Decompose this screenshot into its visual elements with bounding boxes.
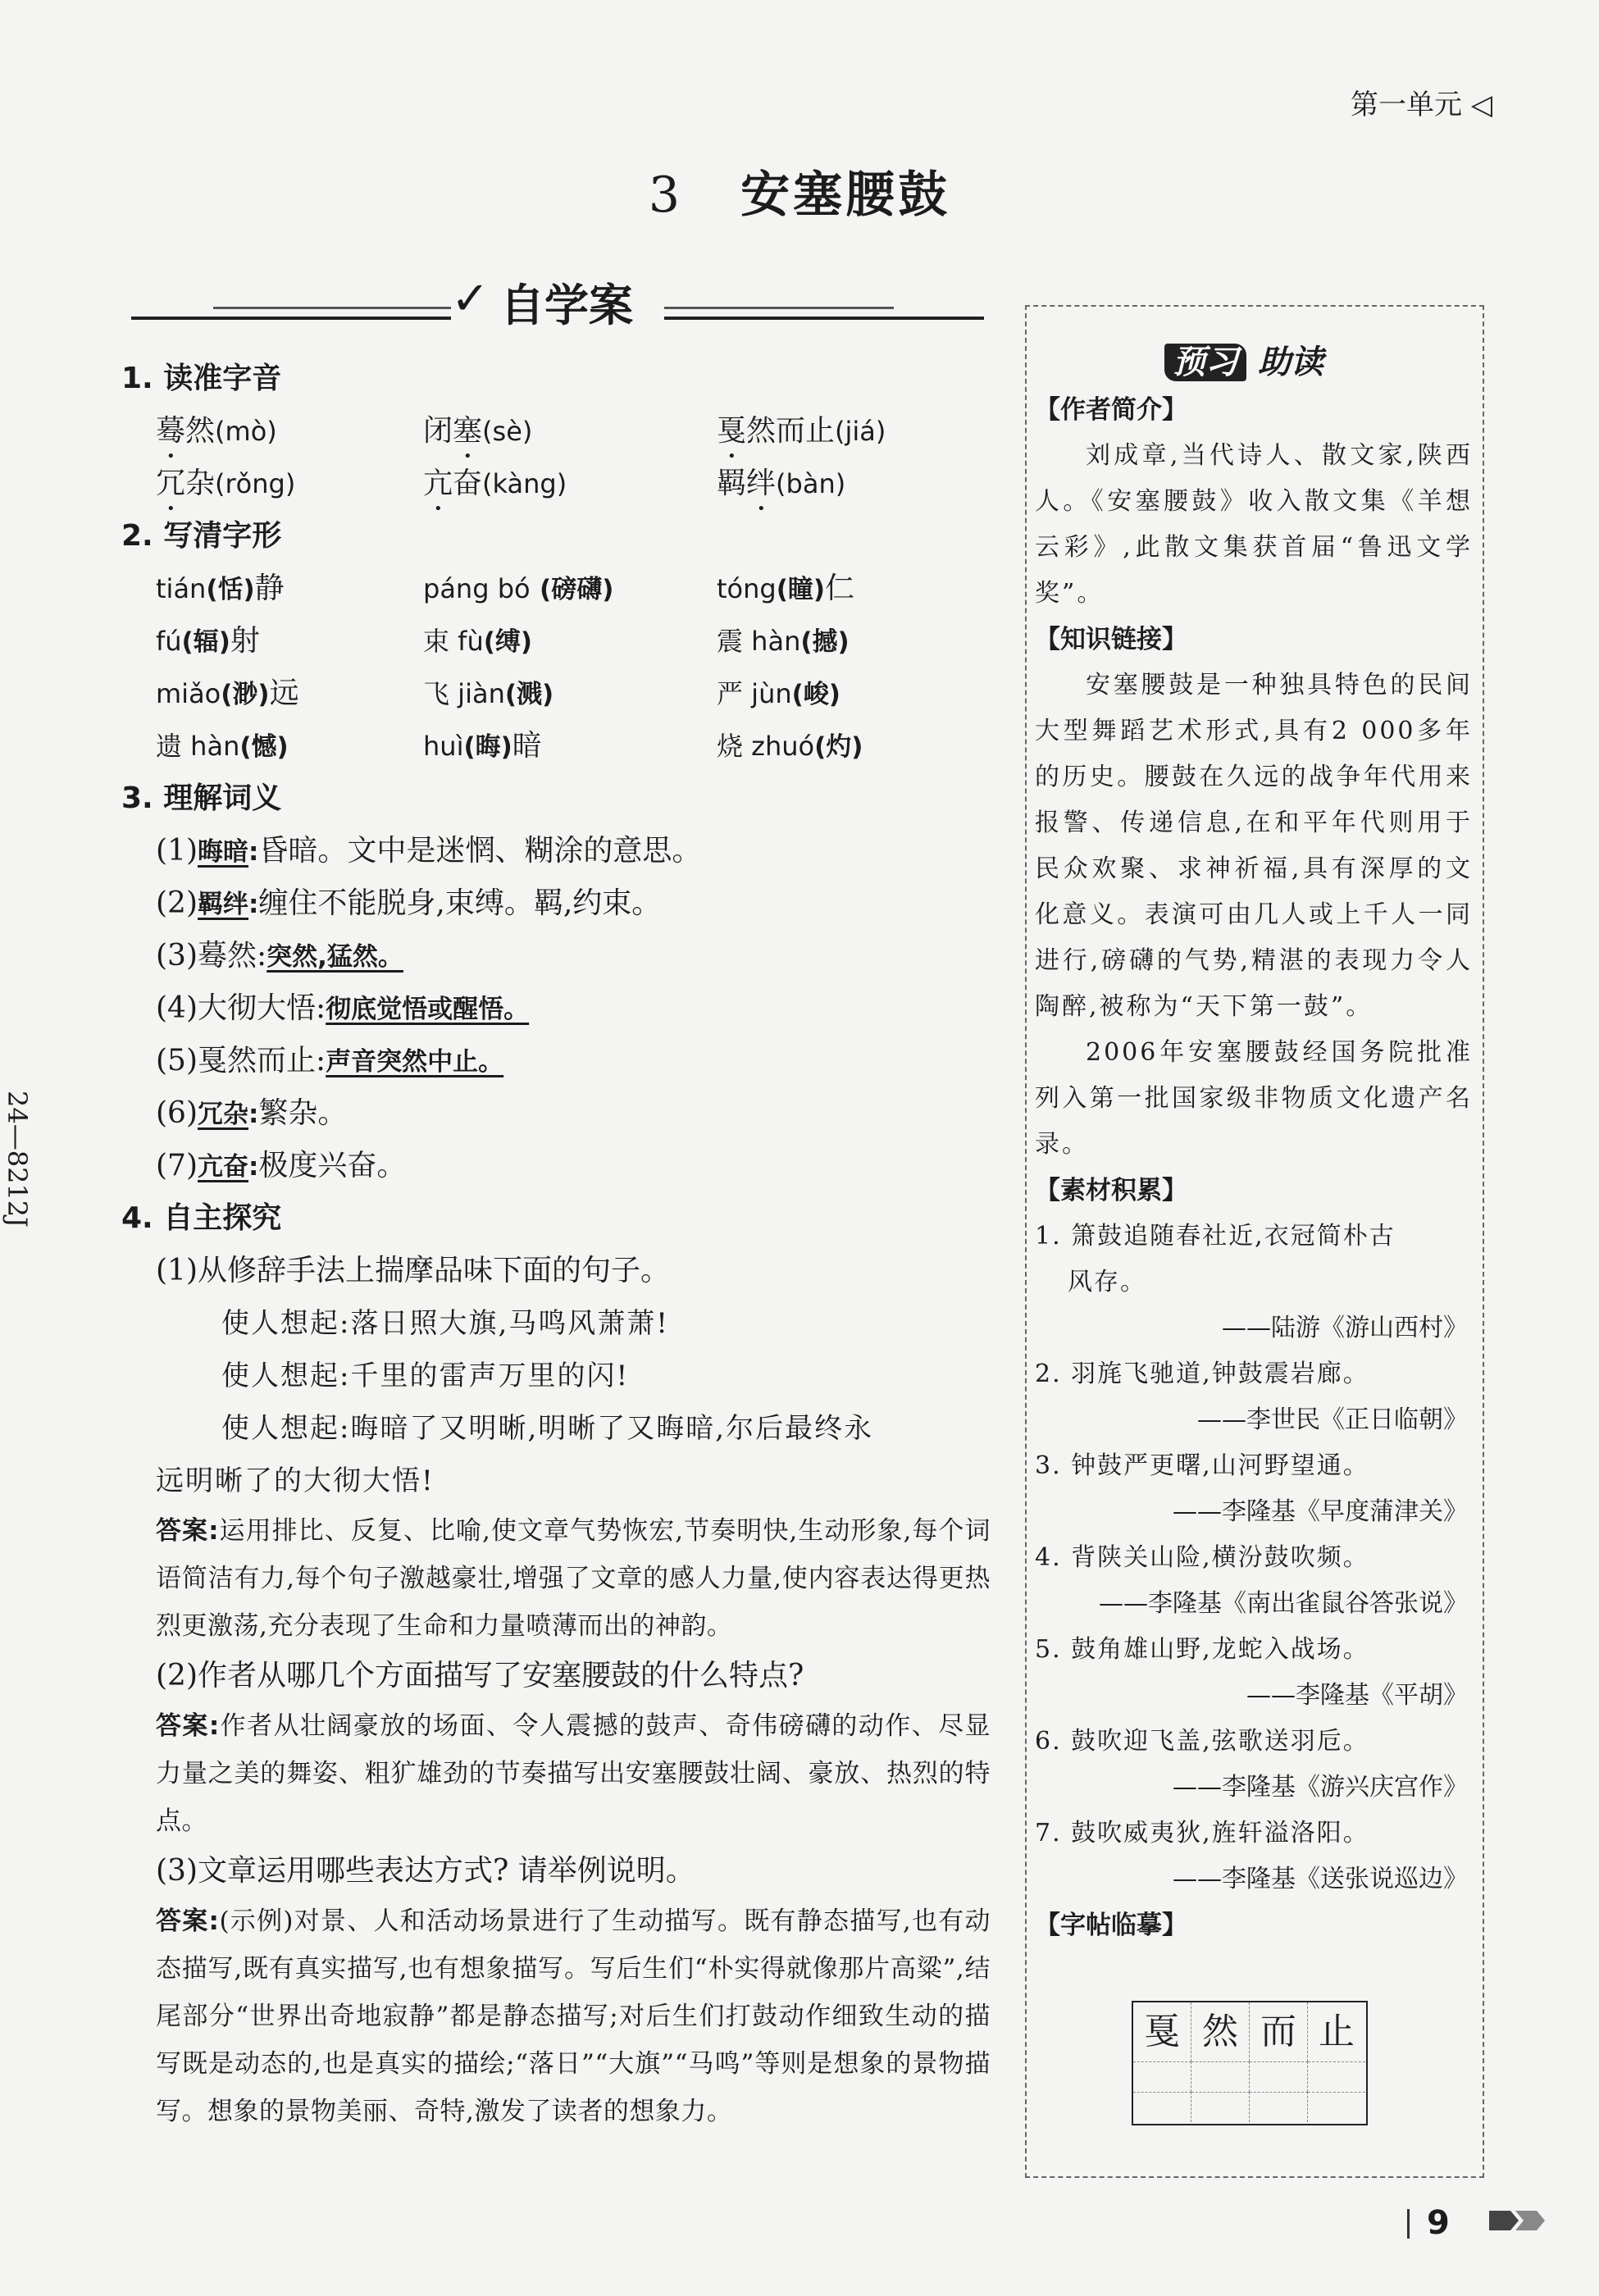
copybook-empty-cell <box>1191 2061 1250 2092</box>
pronunciation-item: 蓦然(mò) <box>156 414 277 448</box>
preview-tag: 预习 <box>1164 344 1246 381</box>
material-item: 5. 鼓角雄山野,龙蛇入战场。 ——李隆基《平胡》 <box>1035 1635 1468 1710</box>
material-item: 3. 钟鼓严更曙,山河野望通。 ——李隆基《早度蒲津关》 <box>1035 1451 1468 1526</box>
pronunciation-item: 冗杂(rǒng) <box>156 467 296 500</box>
section-heading-pronunciation: 1. 读准字音 <box>121 362 282 395</box>
author-text: 刘成章,当代诗人、散文家,陕西人。《安塞腰鼓》收入散文集《羊想云彩》,此散文集获首届“鲁迅文学奖”。 <box>1035 441 1473 608</box>
writing-item: 烧 zhuó(灼) <box>717 731 863 762</box>
pronunciation-item: 亢奋(kàng) <box>423 467 567 500</box>
lesson-title <box>0 156 1599 226</box>
writing-item: 震 hàn(撼) <box>717 626 850 657</box>
unit-label: 第一单元 ◁ <box>1351 89 1492 121</box>
self-study-column <box>121 353 991 2135</box>
pronunciation-item: 羁绊(bàn) <box>717 467 846 500</box>
copybook-char: 止 <box>1319 2011 1355 2052</box>
materials-heading: 【素材积累】 <box>1035 1176 1187 1205</box>
meaning-item: (5)戛然而止:声音突然中止。 <box>156 1044 504 1077</box>
lesson-title-text: 安塞腰鼓 <box>740 166 951 224</box>
answer-2: 答案:作者从壮阔豪放的场面、令人震撼的鼓声、奇伟磅礴的动作、尽显力量之美的舞姿、粗犷雄劲的节奏描写出安塞腰鼓壮阔、豪放、热烈的特点。 <box>156 1711 991 1836</box>
copybook-empty-cell <box>1191 2092 1250 2122</box>
check-icon: ✓ <box>451 272 490 326</box>
material-item: 6. 鼓吹迎飞盖,弦歌送羽卮。 ——李隆基《游兴庆宫作》 <box>1035 1727 1468 1802</box>
quote-line: 使人想起:落日照大旗,马鸣风萧萧! <box>221 1307 669 1340</box>
copybook-empty-cell <box>1250 2092 1308 2122</box>
meaning-list <box>121 825 991 1192</box>
quote-line: 使人想起:晦暗了又明晰,明晰了又晦暗,尔后最终永 <box>221 1412 874 1445</box>
section-heading-inquiry: 4. 自主探究 <box>121 1201 282 1235</box>
copybook-char: 戛 <box>1133 2002 1191 2061</box>
section-heading-meaning: 3. 理解词义 <box>121 781 282 815</box>
question-2: (2)作者从哪几个方面描写了安塞腰鼓的什么特点? <box>156 1659 804 1692</box>
copybook-empty-cell <box>1308 2061 1365 2092</box>
writing-item: miǎo(渺)远 <box>156 676 299 710</box>
meaning-item: (7)亢奋:极度兴奋。 <box>156 1149 407 1182</box>
writing-item: 严 jùn(峻) <box>717 678 840 709</box>
writing-item: tóng(瞳)仁 <box>717 572 855 605</box>
answer-3: 答案:(示例)对景、人和活动场景进行了生动描写。既有静态描写,也有动态描写,既有真实描写,也有想象描写。写后生们“朴实得就像那片高粱”,结尾部分“世界出奇地寂静”都是静态描写;对后生们打鼓动作细致生动的描写既是动态的,也是真实的描绘;“落日”“大旗”“马鸣”等则是想象的景物描写。想象的景物美丽、奇特,激发了读者的想象力。 <box>156 1906 991 2126</box>
question-3: (3)文章运用哪些表达方式? 请举例说明。 <box>156 1854 695 1888</box>
writing-item: 飞 jiàn(溅) <box>423 678 554 709</box>
copybook-empty-cell <box>1308 2092 1365 2122</box>
pronunciation-item: 闭塞(sè) <box>423 414 533 448</box>
writing-item: tián(恬)静 <box>156 572 285 605</box>
quote-line: 远明晰了的大彻大悟! <box>156 1465 435 1497</box>
meaning-item: (1)晦暗:昏暗。文中是迷惘、糊涂的意思。 <box>156 834 702 868</box>
knowledge-text-2: 2006年安塞腰鼓经国务院批准列入第一批国家级非物质文化遗产名录。 <box>1035 1038 1473 1159</box>
writing-item: fú(辐)射 <box>156 624 260 658</box>
writing-item: 遗 hàn(憾) <box>156 731 289 762</box>
section-heading-writing: 2. 写清字形 <box>121 519 282 553</box>
writing-item: huì(晦)暗 <box>423 729 542 763</box>
material-item: 1. 箫鼓追随春社近,衣冠简朴古 风存。 ——陆游《游山西村》 <box>1035 1222 1468 1342</box>
page-divider <box>1407 2209 1410 2239</box>
section-banner <box>131 271 984 331</box>
copybook-char: 而 <box>1250 2002 1308 2061</box>
preview-badge: 预习 助读 <box>1164 336 1323 383</box>
material-item: 4. 背陕关山险,横汾鼓吹频。 ——李隆基《南出雀鼠谷答张说》 <box>1035 1543 1468 1618</box>
meaning-item: (6)冗杂:繁杂。 <box>156 1096 348 1130</box>
writing-grid <box>156 563 991 772</box>
copybook-empty-cell <box>1250 2061 1308 2092</box>
side-code: 24—8212J <box>2 1091 33 1228</box>
quote-line: 使人想起:千里的雷声万里的闪! <box>221 1360 630 1392</box>
lesson-number: 3 <box>648 166 684 224</box>
copybook-grid <box>1132 2001 1368 2125</box>
meaning-item: (2)羁绊:缠住不能脱身,束缚。羁,约束。 <box>156 886 662 920</box>
copybook-char: 然 <box>1191 2002 1250 2061</box>
meaning-item: (4)大彻大悟:彻底觉悟或醒悟。 <box>156 991 530 1025</box>
author-heading: 【作者简介】 <box>1035 395 1187 425</box>
material-item: 7. 鼓吹威夷狄,旌轩溢洛阳。 ——李隆基《送张说巡边》 <box>1035 1819 1468 1893</box>
pronunciation-item: 戛然而止(jiá) <box>717 414 886 448</box>
page-decoration-icon <box>1486 2207 1547 2234</box>
knowledge-heading: 【知识链接】 <box>1035 625 1187 654</box>
page-number: 9 <box>1427 2204 1450 2242</box>
writing-item: 束 fù(缚) <box>423 626 533 657</box>
copybook-empty-cell <box>1133 2061 1191 2092</box>
answer-1: 答案:运用排比、反复、比喻,使文章气势恢宏,节奏明快,生动形象,每个词语简洁有力,每个句子激越豪壮,增强了文章的感人力量,使内容表达得更热烈更激荡,充分表现了生命和力量喷薄而出的神韵。 <box>156 1516 991 1641</box>
writing-item: páng bó (磅礴) <box>423 573 614 604</box>
question-1: (1)从修辞手法上揣摩品味下面的句子。 <box>156 1254 670 1287</box>
copybook-empty-cell <box>1133 2092 1191 2122</box>
meaning-item: (3)蓦然:突然,猛然。 <box>156 939 403 973</box>
copybook-heading: 【字帖临摹】 <box>1035 1911 1187 1940</box>
banner-title: 自学案 <box>500 280 633 331</box>
knowledge-text: 安塞腰鼓是一种独具特色的民间大型舞蹈艺术形式,具有2 000多年的历史。腰鼓在久远的战争年代用来报警、传递信息,在和平年代则用于民众欢聚、求神祈福,具有深厚的文化意义。表演可由几人或上千人一同进行,磅礴的气势,精湛的表现力令人陶醉,被称为“天下第一鼓”。 <box>1035 671 1473 1021</box>
material-item: 2. 羽旄飞驰道,钟鼓震岩廊。 ——李世民《正日临朝》 <box>1035 1360 1468 1434</box>
pronunciation-grid <box>156 405 991 510</box>
preview-column <box>1035 387 1473 1948</box>
